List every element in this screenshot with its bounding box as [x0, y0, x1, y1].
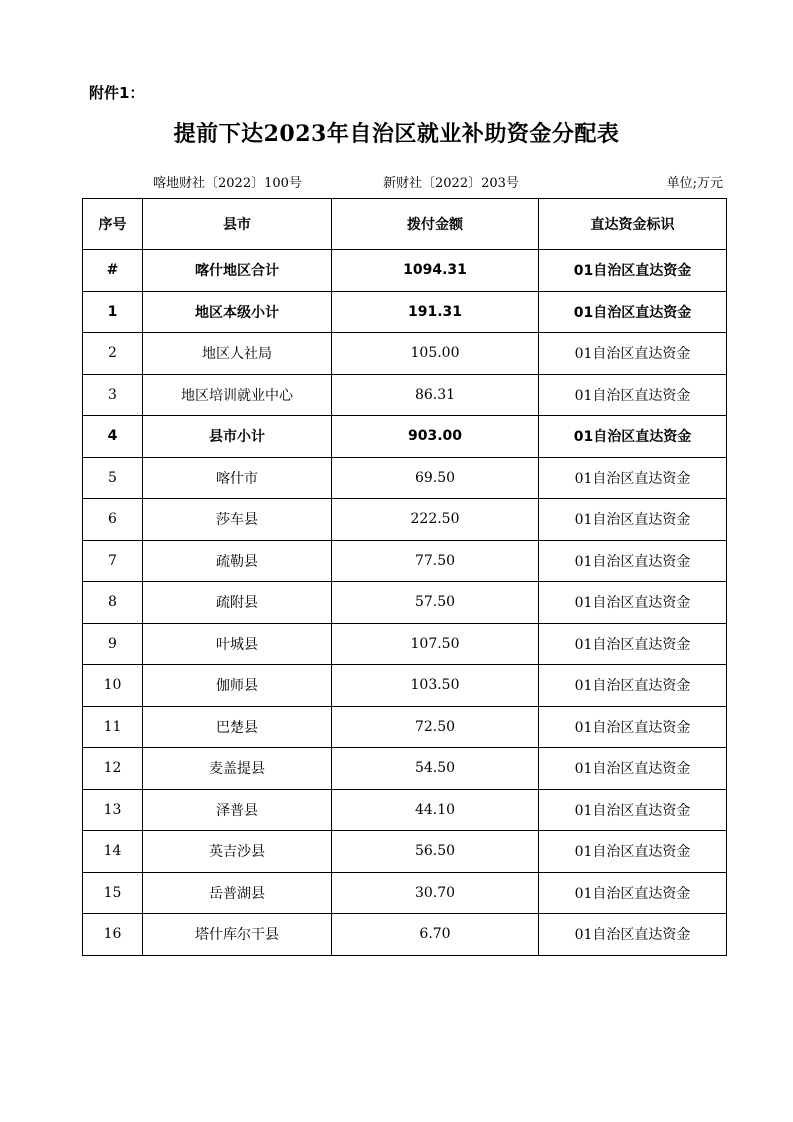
table-row	[83, 623, 727, 665]
table-row	[83, 665, 727, 707]
table-row	[83, 250, 727, 292]
cell-fund-flag: 01自治区直达资金	[539, 623, 727, 665]
table-row	[83, 872, 727, 914]
cell-fund-flag: 01自治区直达资金	[539, 499, 727, 541]
cell-amount: 903.00	[332, 416, 539, 458]
cell-serial-number: 15	[83, 872, 143, 914]
cell-fund-flag: 01自治区直达资金	[539, 250, 727, 292]
cell-amount: 103.50	[332, 665, 539, 707]
header-county: 县市	[143, 199, 332, 250]
cell-fund-flag: 01自治区直达资金	[539, 665, 727, 707]
cell-county: 地区培训就业中心	[143, 374, 332, 416]
table-row	[83, 291, 727, 333]
cell-county: 喀什市	[143, 457, 332, 499]
cell-serial-number: 11	[83, 706, 143, 748]
cell-county: 叶城县	[143, 623, 332, 665]
cell-serial-number: 12	[83, 748, 143, 790]
table-row	[83, 748, 727, 790]
cell-amount: 44.10	[332, 789, 539, 831]
table-row	[83, 914, 727, 956]
cell-fund-flag: 01自治区直达资金	[539, 333, 727, 375]
cell-amount: 222.50	[332, 499, 539, 541]
cell-serial-number: 6	[83, 499, 143, 541]
cell-serial-number: 16	[83, 914, 143, 956]
cell-fund-flag: 01自治区直达资金	[539, 872, 727, 914]
cell-serial-number: 1	[83, 291, 143, 333]
attachment-label: 附件1：	[89, 84, 145, 102]
cell-county: 巴楚县	[143, 706, 332, 748]
cell-county: 疏勒县	[143, 540, 332, 582]
cell-fund-flag: 01自治区直达资金	[539, 789, 727, 831]
cell-serial-number: 13	[83, 789, 143, 831]
table-row	[83, 457, 727, 499]
cell-serial-number: 14	[83, 831, 143, 873]
cell-county: 疏附县	[143, 582, 332, 624]
reference-doc-1: 喀地财社〔2022〕100号	[153, 176, 302, 191]
table-row	[83, 374, 727, 416]
cell-fund-flag: 01自治区直达资金	[539, 748, 727, 790]
table-row	[83, 540, 727, 582]
cell-county: 县市小计	[143, 416, 332, 458]
cell-county: 喀什地区合计	[143, 250, 332, 292]
cell-serial-number: 4	[83, 416, 143, 458]
cell-county: 塔什库尔干县	[143, 914, 332, 956]
cell-serial-number: 8	[83, 582, 143, 624]
cell-amount: 86.31	[332, 374, 539, 416]
cell-fund-flag: 01自治区直达资金	[539, 582, 727, 624]
cell-amount: 69.50	[332, 457, 539, 499]
header-fund-flag: 直达资金标识	[539, 199, 727, 250]
table-row	[83, 333, 727, 375]
cell-amount: 191.31	[332, 291, 539, 333]
header-serial-number: 序号	[83, 199, 143, 250]
table-row	[83, 706, 727, 748]
table-header	[83, 199, 727, 250]
cell-fund-flag: 01自治区直达资金	[539, 914, 727, 956]
header-row	[83, 199, 727, 250]
cell-amount: 77.50	[332, 540, 539, 582]
cell-amount: 57.50	[332, 582, 539, 624]
table-row	[83, 789, 727, 831]
header-amount: 拨付金额	[332, 199, 539, 250]
table-row	[83, 582, 727, 624]
cell-county: 地区人社局	[143, 333, 332, 375]
cell-fund-flag: 01自治区直达资金	[539, 457, 727, 499]
cell-serial-number: 7	[83, 540, 143, 582]
table-row	[83, 831, 727, 873]
cell-serial-number: 9	[83, 623, 143, 665]
cell-amount: 54.50	[332, 748, 539, 790]
table-row	[83, 416, 727, 458]
cell-amount: 6.70	[332, 914, 539, 956]
table-row	[83, 499, 727, 541]
cell-serial-number: #	[83, 250, 143, 292]
cell-serial-number: 2	[83, 333, 143, 375]
cell-county: 英吉沙县	[143, 831, 332, 873]
cell-amount: 1094.31	[332, 250, 539, 292]
cell-amount: 56.50	[332, 831, 539, 873]
cell-fund-flag: 01自治区直达资金	[539, 706, 727, 748]
unit-label: 单位;万元	[666, 176, 723, 191]
cell-county: 岳普湖县	[143, 872, 332, 914]
cell-amount: 30.70	[332, 872, 539, 914]
allocation-table	[82, 198, 727, 956]
cell-fund-flag: 01自治区直达资金	[539, 831, 727, 873]
document-title: 提前下达2023年自治区就业补助资金分配表	[173, 121, 620, 147]
cell-county: 麦盖提县	[143, 748, 332, 790]
cell-serial-number: 3	[83, 374, 143, 416]
cell-serial-number: 5	[83, 457, 143, 499]
cell-fund-flag: 01自治区直达资金	[539, 416, 727, 458]
reference-doc-2: 新财社〔2022〕203号	[383, 176, 519, 191]
cell-amount: 105.00	[332, 333, 539, 375]
cell-amount: 72.50	[332, 706, 539, 748]
cell-fund-flag: 01自治区直达资金	[539, 540, 727, 582]
cell-county: 地区本级小计	[143, 291, 332, 333]
cell-serial-number: 10	[83, 665, 143, 707]
table-body	[83, 250, 727, 956]
cell-fund-flag: 01自治区直达资金	[539, 291, 727, 333]
cell-county: 泽普县	[143, 789, 332, 831]
cell-amount: 107.50	[332, 623, 539, 665]
cell-fund-flag: 01自治区直达资金	[539, 374, 727, 416]
cell-county: 伽师县	[143, 665, 332, 707]
cell-county: 莎车县	[143, 499, 332, 541]
